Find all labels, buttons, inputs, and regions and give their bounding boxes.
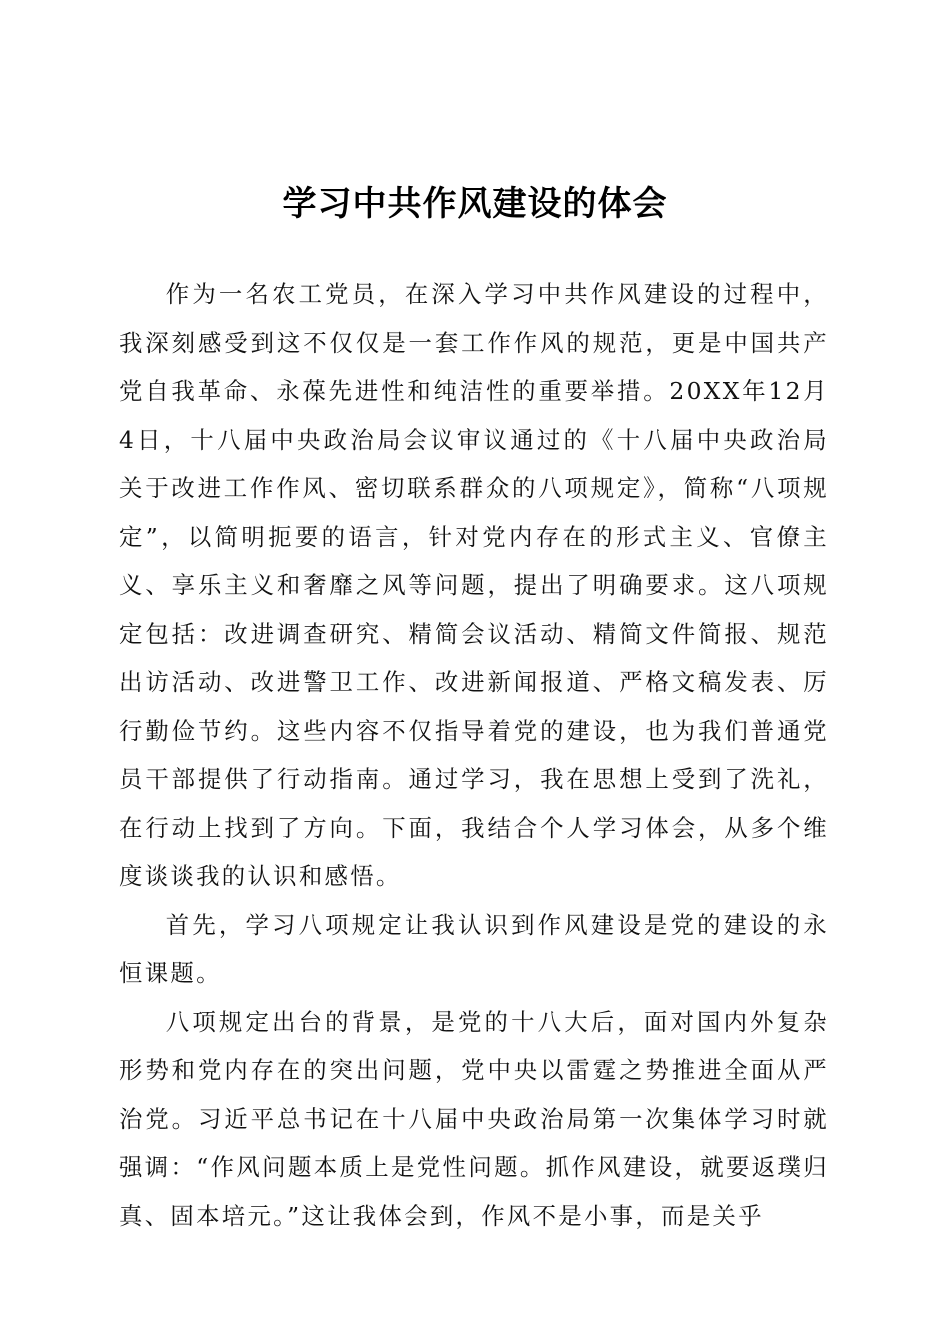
paragraph: 作为一名农工党员，在深入学习中共作风建设的过程中，我深刻感受到这不仅仅是一套工作作风的规范，更是中国共产党自我革命、永葆先进性和纯洁性的重要举措。20XX年12月4日，十八届中央政治局会议审议通过的《十八届中央政治局关于改进工作作风、密切联系群众的八项规定》，简称“八项规定”，以简明扼要的语言，针对党内存在的形式主义、官僚主义、享乐主义和奢靡之风等问题，提出了明确要求。这八项规定包括：改进调查研究、精简会议活动、精简文件简报、规范出访活动、改进警卫工作、改进新闻报道、严格文稿发表、厉行勤俭节约。这些内容不仅指导着党的建设，也为我们普通党员干部提供了行动指南。通过学习，我在思想上受到了洗礼，在行动上找到了方向。下面，我结合个人学习体会，从多个维度谈谈我的认识和感悟。: [119, 280, 829, 890]
document-body: [119, 270, 829, 1240]
paragraph: 八项规定出台的背景，是党的十八大后，面对国内外复杂形势和党内存在的突出问题，党中央以雷霆之势推进全面从严治党。习近平总书记在十八届中央政治局第一次集体学习时就强调：“作风问题本质上是党性问题。抓作风建设，就要返璞归真、固本培元。”这让我体会到，作风不是小事，而是关乎: [119, 1007, 829, 1230]
document-title: 学习中共作风建设的体会: [282, 184, 668, 224]
paragraph: 首先，学习八项规定让我认识到作风建设是党的建设的永恒课题。: [119, 910, 829, 987]
